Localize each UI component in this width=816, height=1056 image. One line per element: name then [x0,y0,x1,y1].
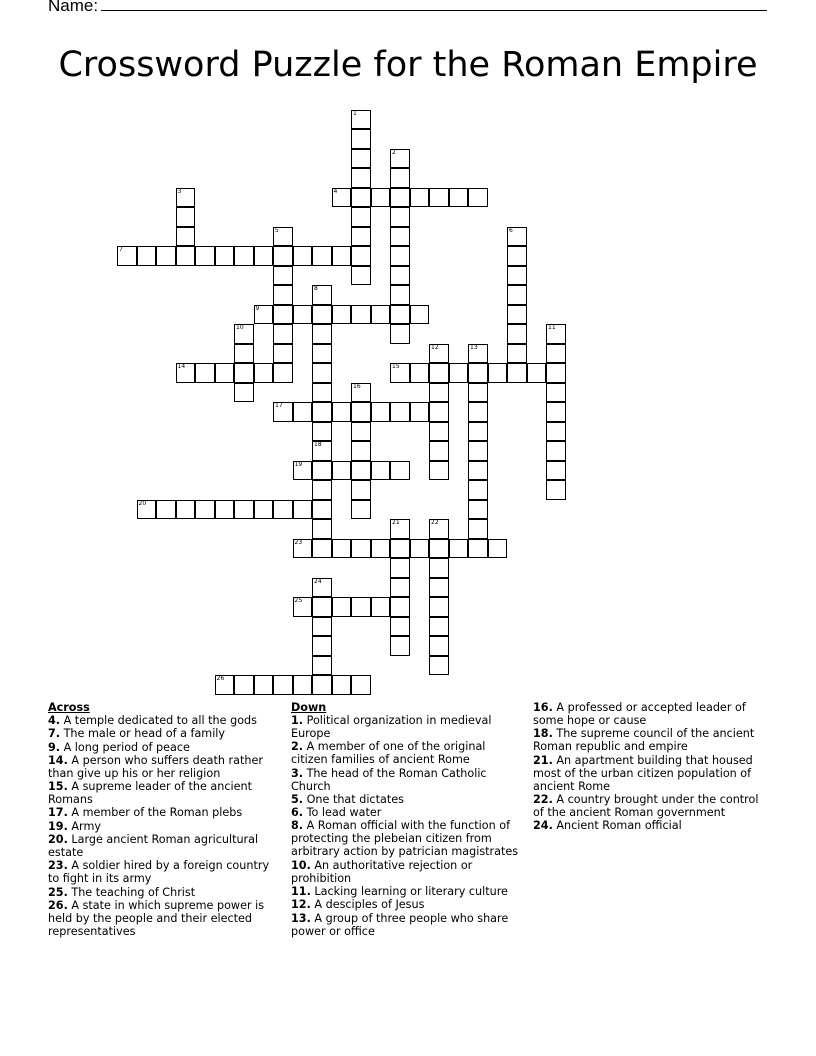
grid-cell[interactable] [410,305,430,325]
grid-cell[interactable] [195,500,215,520]
grid-cell[interactable] [429,402,449,422]
clue-number: 9. [48,740,61,754]
clue-text: The supreme council of the ancient Roman republic and empire [533,727,755,754]
grid-cell[interactable] [351,227,371,247]
clue-text: An apartment building that housed most of the urban citizen population of ancient Rome [533,753,753,793]
grid-cell[interactable] [176,500,196,520]
grid-cell[interactable] [429,656,449,676]
clue-item [48,741,276,754]
grid-cell[interactable] [312,246,332,266]
clue-number: 6. [291,806,304,820]
grid-cell[interactable] [546,344,566,364]
grid-cell[interactable] [390,324,410,344]
grid-cell[interactable] [429,441,449,461]
grid-cell[interactable] [215,675,235,695]
clue-number: 10 [236,324,244,331]
grid-cell[interactable] [507,363,527,383]
clue-text: A soldier hired by a foreign country to fight in its army [48,859,270,886]
grid-cell[interactable] [234,324,254,344]
grid-cell[interactable] [390,227,410,247]
clue-item [533,701,761,727]
grid-cell[interactable] [390,539,410,559]
clue-number: 7 [119,246,123,253]
clue-item [533,754,761,793]
grid-cell[interactable] [195,246,215,266]
grid-cell[interactable] [371,305,391,325]
clue-number: 22. [533,792,553,806]
page-title: Crossword Puzzle for the Roman Empire [58,45,758,85]
grid-cell[interactable] [351,539,371,559]
grid-cell[interactable] [390,149,410,169]
grid-cell[interactable] [176,363,196,383]
grid-cell[interactable] [449,539,469,559]
grid-cell[interactable] [312,636,332,656]
grid-cell[interactable] [468,402,488,422]
grid-cell[interactable] [312,441,332,461]
clue-number: 1 [353,109,357,117]
clue-number: 10. [291,858,311,872]
clue-text: Political organization in medieval Europe [291,714,492,740]
grid-cell[interactable] [254,246,274,266]
grid-cell[interactable] [429,188,449,208]
clue-number: 23. [48,859,68,873]
grid-cell[interactable] [156,246,176,266]
grid-cell[interactable] [390,461,410,481]
grid-cell[interactable] [546,324,566,344]
grid-cell[interactable] [390,519,410,539]
clue-number: 19. [48,819,68,833]
grid-cell[interactable] [546,383,566,403]
grid-cell[interactable] [137,500,157,520]
clue-item [291,885,523,898]
clue-text: Large ancient Roman agricultural estate [48,833,259,860]
clue-number: 2. [291,740,304,754]
clue-text: A group of three people who share power or office [291,911,509,938]
clue-number: 1. [291,714,304,727]
clue-text: One that dictates [303,792,404,806]
grid-cell[interactable] [507,227,527,247]
grid-cell[interactable] [371,461,391,481]
grid-cell[interactable] [351,597,371,617]
clue-item [533,819,761,832]
clue-item [291,898,523,911]
grid-cell[interactable] [390,617,410,637]
clue-text: Lacking learning or literary culture [310,885,508,899]
clue-number: 11 [548,324,556,331]
grid-cell[interactable] [351,129,371,149]
grid-cell[interactable] [176,227,196,247]
grid-cell[interactable] [234,344,254,364]
grid-cell[interactable] [351,149,371,169]
clue-number: 24 [314,577,322,585]
clue-number: 21. [533,753,553,767]
clue-item [48,714,276,727]
clue-text: A member of the Roman plebs [67,806,243,820]
clue-text: A professed or accepted leader of some hope or cause [533,701,746,727]
grid-cell[interactable] [312,402,332,422]
grid-cell[interactable] [273,266,293,286]
grid-cell[interactable] [312,344,332,364]
grid-cell[interactable] [332,675,352,695]
grid-cell[interactable] [371,597,391,617]
clue-item [533,793,761,819]
grid-cell[interactable] [234,246,254,266]
grid-cell[interactable] [546,363,566,383]
grid-cell[interactable] [410,539,430,559]
grid-cell[interactable] [351,675,371,695]
clue-number: 5 [275,226,279,234]
grid-cell[interactable] [312,578,332,598]
grid-cell[interactable] [351,461,371,481]
clue-item [291,740,523,766]
clue-number: 23 [294,538,303,546]
grid-cell[interactable] [429,383,449,403]
grid-cell[interactable] [527,363,547,383]
clue-number: 8. [291,819,304,833]
grid-cell[interactable] [390,207,410,227]
clue-item [291,912,523,938]
clue-text: The male or head of a family [60,727,226,741]
grid-cell[interactable] [273,363,293,383]
grid-cell[interactable] [546,402,566,422]
clue-text: A country brought under the control of the ancient Roman government [533,792,759,819]
grid-cell[interactable] [468,344,488,364]
grid-cell[interactable] [234,383,254,403]
grid-cell[interactable] [410,188,430,208]
grid-cell[interactable] [507,324,527,344]
grid-cell[interactable] [312,363,332,383]
grid-cell[interactable] [429,519,449,539]
grid-cell[interactable] [390,363,410,383]
clue-number: 18. [533,727,553,741]
clue-number: 16 [353,382,361,390]
across-heading: Across [48,701,90,714]
grid-cell[interactable] [351,402,371,422]
grid-cell[interactable] [429,617,449,637]
clue-text: A Roman official with the function of protecting the plebeian citizen from arbitrary action by patrician magistrates [291,819,519,859]
grid-cell[interactable] [312,675,332,695]
grid-cell[interactable] [449,188,469,208]
grid-cell[interactable] [215,500,235,520]
grid-cell[interactable] [332,402,352,422]
grid-cell[interactable] [312,617,332,637]
grid-cell[interactable] [234,675,254,695]
grid-cell[interactable] [468,383,488,403]
grid-cell[interactable] [429,636,449,656]
clue-number: 11. [291,885,311,899]
grid-cell[interactable] [273,227,293,247]
grid-cell[interactable] [254,500,274,520]
grid-cell[interactable] [351,110,371,130]
grid-cell[interactable] [332,461,352,481]
grid-cell[interactable] [371,539,391,559]
clue-item [48,820,276,833]
grid-cell[interactable] [312,480,332,500]
grid-cell[interactable] [293,539,313,559]
clue-text: To lead water [303,806,382,820]
grid-cell[interactable] [351,266,371,286]
grid-cell[interactable] [351,246,371,266]
grid-cell[interactable] [488,363,508,383]
grid-cell[interactable] [390,188,410,208]
grid-cell[interactable] [429,539,449,559]
grid-cell[interactable] [390,636,410,656]
clue-number: 5. [291,792,304,806]
grid-cell[interactable] [156,500,176,520]
clue-item [291,767,523,793]
clue-number: 18 [314,441,322,448]
clue-number: 4. [48,714,61,727]
grid-cell[interactable] [273,675,293,695]
grid-cell[interactable] [468,480,488,500]
clue-item [48,727,276,740]
grid-cell[interactable] [312,461,332,481]
grid-cell[interactable] [468,188,488,208]
grid-cell[interactable] [390,597,410,617]
grid-cell[interactable] [390,168,410,188]
grid-cell[interactable] [546,480,566,500]
grid-cell[interactable] [312,597,332,617]
clue-number: 7. [48,727,61,741]
grid-cell[interactable] [390,558,410,578]
grid-cell[interactable] [429,344,449,364]
clue-item [48,859,276,885]
grid-cell[interactable] [488,539,508,559]
grid-cell[interactable] [429,597,449,617]
clue-item [291,714,523,740]
clue-text: Army [67,819,101,833]
grid-cell[interactable] [254,675,274,695]
down-heading: Down [291,701,327,714]
clue-item [291,806,523,819]
grid-cell[interactable] [390,266,410,286]
clue-text: A supreme leader of the ancient Romans [48,780,252,807]
grid-cell[interactable] [234,363,254,383]
grid-cell[interactable] [468,422,488,442]
grid-cell[interactable] [429,422,449,442]
clue-item [48,899,276,938]
grid-cell[interactable] [351,188,371,208]
grid-cell[interactable] [468,461,488,481]
grid-cell[interactable] [410,402,430,422]
clue-number: 3. [291,766,304,780]
clue-item [291,793,523,806]
grid-cell[interactable] [546,441,566,461]
grid-cell[interactable] [351,305,371,325]
grid-cell[interactable] [293,675,313,695]
clue-text: A state in which supreme power is held by the people and their elected representatives [48,898,265,938]
grid-cell[interactable] [351,207,371,227]
grid-cell[interactable] [371,402,391,422]
grid-cell[interactable] [312,285,332,305]
grid-cell[interactable] [273,285,293,305]
grid-cell[interactable] [429,461,449,481]
clue-item [291,859,523,885]
grid-cell[interactable] [273,344,293,364]
clue-text: The teaching of Christ [67,885,196,899]
grid-cell[interactable] [176,246,196,266]
grid-cell[interactable] [390,305,410,325]
name-label: Name: [48,0,99,15]
grid-cell[interactable] [507,344,527,364]
clue-number: 2 [392,148,396,156]
grid-cell[interactable] [351,500,371,520]
grid-cell[interactable] [293,597,313,617]
grid-cell[interactable] [429,363,449,383]
grid-cell[interactable] [117,246,137,266]
grid-cell[interactable] [390,246,410,266]
clue-number: 20. [48,833,68,847]
grid-cell[interactable] [507,266,527,286]
grid-cell[interactable] [273,500,293,520]
across-clues [48,701,276,938]
clue-number: 12 [431,343,439,351]
grid-cell[interactable] [273,305,293,325]
clue-item [291,819,523,858]
clue-number: 4 [333,187,338,195]
grid-cell[interactable] [468,441,488,461]
grid-cell[interactable] [312,539,332,559]
grid-cell[interactable] [468,500,488,520]
grid-cell[interactable] [293,246,313,266]
grid-cell[interactable] [312,656,332,676]
grid-cell[interactable] [176,188,196,208]
clue-number: 3 [177,187,182,195]
clue-text: A long period of peace [60,740,190,754]
grid-cell[interactable] [215,363,235,383]
grid-cell[interactable] [468,539,488,559]
clue-text: A desciples of Jesus [310,898,425,912]
grid-cell[interactable] [293,500,313,520]
clue-number: 8 [314,285,318,292]
clue-number: 17. [48,806,68,820]
grid-cell[interactable] [351,441,371,461]
grid-cell[interactable] [390,285,410,305]
clue-number: 21 [392,519,400,526]
grid-cell[interactable] [312,305,332,325]
clue-number: 20 [138,499,147,507]
grid-cell[interactable] [351,168,371,188]
clue-item [48,806,276,819]
clue-item [533,727,761,753]
clue-number: 14. [48,753,68,767]
grid-cell[interactable] [312,324,332,344]
grid-cell[interactable] [273,324,293,344]
grid-cell[interactable] [312,383,332,403]
grid-cell[interactable] [332,246,352,266]
clue-text: A person who suffers death rather than give up his or her religion [48,753,263,780]
clue-number: 12. [291,898,311,912]
grid-cell[interactable] [273,402,293,422]
clue-number: 26. [48,898,68,912]
clue-text: An authoritative rejection or prohibition [291,858,473,885]
grid-cell[interactable] [273,246,293,266]
grid-cell[interactable] [332,597,352,617]
grid-cell[interactable] [468,363,488,383]
clue-item [48,886,276,899]
clue-number: 19 [294,460,303,468]
grid-cell[interactable] [351,422,371,442]
grid-cell[interactable] [390,402,410,422]
clue-number: 24. [533,819,553,833]
clue-number: 13. [291,911,311,925]
clue-text: A temple dedicated to all the gods [60,714,257,727]
grid-cell[interactable] [371,188,391,208]
clue-item [48,754,276,780]
grid-cell[interactable] [312,422,332,442]
grid-cell[interactable] [507,305,527,325]
clue-number: 26 [216,675,225,682]
grid-cell[interactable] [234,500,254,520]
grid-cell[interactable] [410,363,430,383]
clue-number: 25. [48,885,68,899]
grid-cell[interactable] [293,305,313,325]
clue-item [48,833,276,859]
grid-cell[interactable] [351,383,371,403]
grid-cell[interactable] [332,188,352,208]
grid-cell[interactable] [507,246,527,266]
clue-text: A member of one of the original citizen families of ancient Rome [291,740,486,767]
clue-number: 17 [275,402,283,409]
clue-number: 9 [255,304,260,312]
clue-number: 6 [509,226,513,234]
grid-cell[interactable] [293,402,313,422]
grid-cell[interactable] [507,285,527,305]
grid-cell[interactable] [429,558,449,578]
grid-cell[interactable] [468,519,488,539]
grid-cell[interactable] [449,363,469,383]
clue-item [48,780,276,806]
grid-cell[interactable] [546,422,566,442]
grid-cell[interactable] [390,578,410,598]
grid-cell[interactable] [176,207,196,227]
grid-cell[interactable] [195,363,215,383]
grid-cell[interactable] [332,539,352,559]
down-clues-continued [533,701,761,832]
clue-number: 15. [48,780,68,794]
grid-cell[interactable] [546,461,566,481]
clue-number: 15 [392,363,400,370]
grid-cell[interactable] [137,246,157,266]
grid-cell[interactable] [254,305,274,325]
grid-cell[interactable] [254,363,274,383]
grid-cell[interactable] [312,519,332,539]
down-clues [291,701,523,938]
clue-text: Ancient Roman official [552,819,682,833]
grid-cell[interactable] [312,500,332,520]
clue-number: 14 [177,363,186,370]
clue-number: 13 [470,343,478,351]
clue-text: The head of the Roman Catholic Church [291,766,487,793]
clue-number: 16. [533,701,553,714]
grid-cell[interactable] [332,305,352,325]
grid-cell[interactable] [429,578,449,598]
grid-cell[interactable] [293,461,313,481]
grid-cell[interactable] [215,246,235,266]
clue-number: 22 [431,519,439,526]
grid-cell[interactable] [351,480,371,500]
clue-number: 25 [294,597,303,604]
